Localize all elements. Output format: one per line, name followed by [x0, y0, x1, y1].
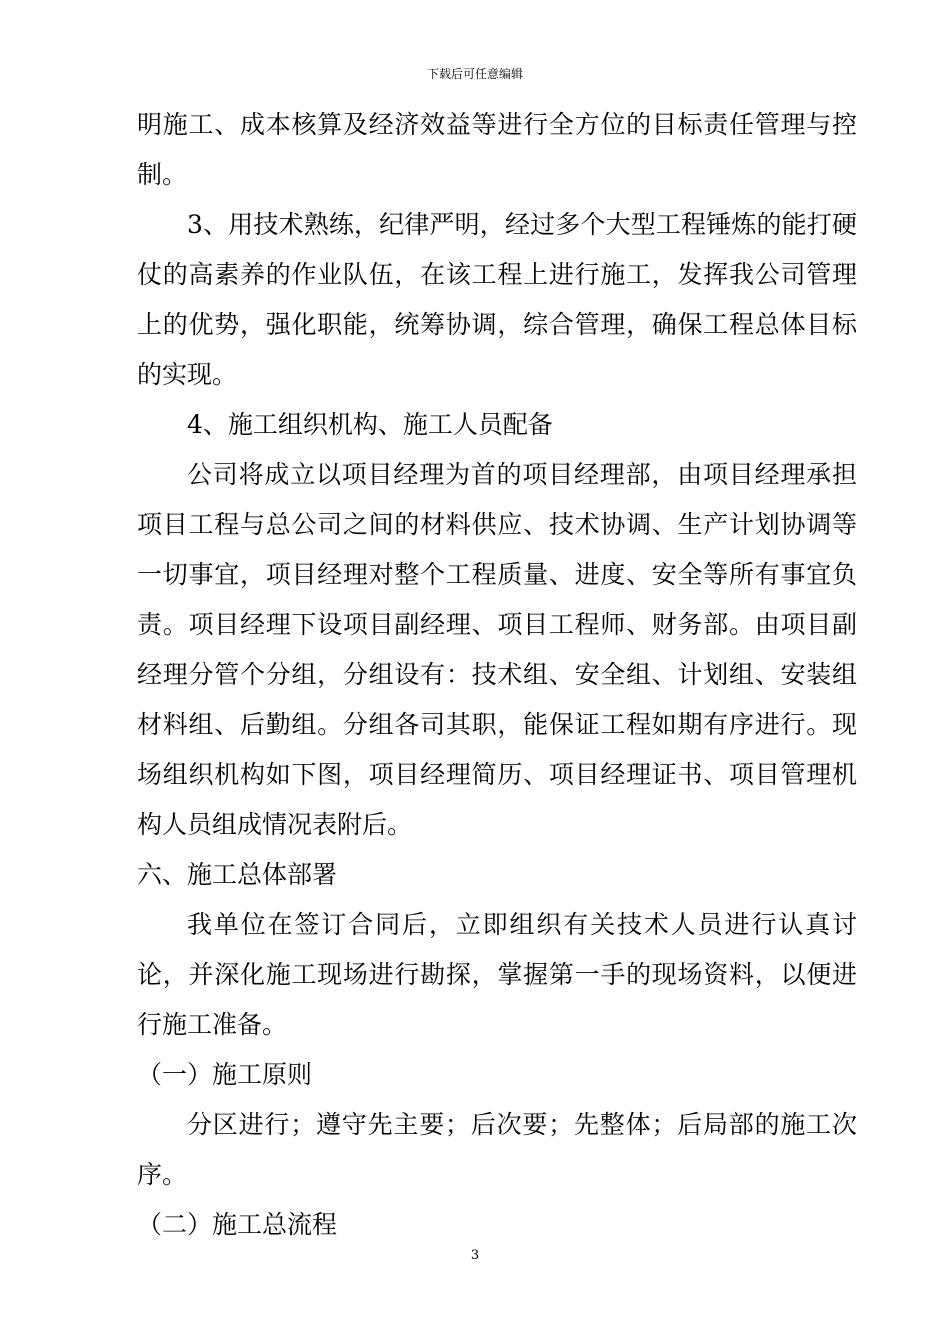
subsection-heading-2: （二）施工总流程 — [137, 1210, 338, 1239]
paragraph-item-4-title: 4、施工组织机构、施工人员配备 — [187, 410, 553, 439]
paragraph-principle: 分区进行；遵守先主要；后次要；先整体；后局部的施工次序。 — [137, 1110, 857, 1189]
paragraph-item-3: 3、用技术熟练，纪律严明，经过多个大型工程锤炼的能打硬仗的高素养的作业队伍，在该工程上进行施工，发挥我公司管理上的优势，强化职能，统筹协调，综合管理，确保工程总体目标的实现。 — [137, 210, 857, 389]
paragraph-continuation: 明施工、成本核算及经济效益等进行全方位的目标责任管理与控制。 — [137, 110, 857, 189]
document-body — [137, 100, 857, 1250]
page-number: 3 — [470, 1248, 480, 1263]
page-header: 下载后可任意编辑 — [426, 67, 523, 81]
paragraph-organization: 公司将成立以项目经理为首的项目经理部，由项目经理承担项目工程与总公司之间的材料供应、技术协调、生产计划协调等一切事宜，项目经理对整个工程质量、进度、安全等所有事宜负责。项目经理下设项目副经理、项目工程师、财务部。由项目副经理分管个分组，分组设有：技术组、安全组、计划组、安装组材料组、后勤组。分组各司其职，能保证工程如期有序进行。现场组织机构如下图，项目经理简历、项目经理证书、项目管理机构人员组成情况表附后。 — [137, 460, 857, 839]
subsection-heading-1: （一）施工原则 — [137, 1060, 313, 1089]
paragraph-deployment: 我单位在签订合同后，立即组织有关技术人员进行认真讨论，并深化施工现场进行勘探，掌握第一手的现场资料，以便进行施工准备。 — [137, 910, 857, 1039]
section-heading-6: 六、施工总体部署 — [137, 860, 338, 889]
